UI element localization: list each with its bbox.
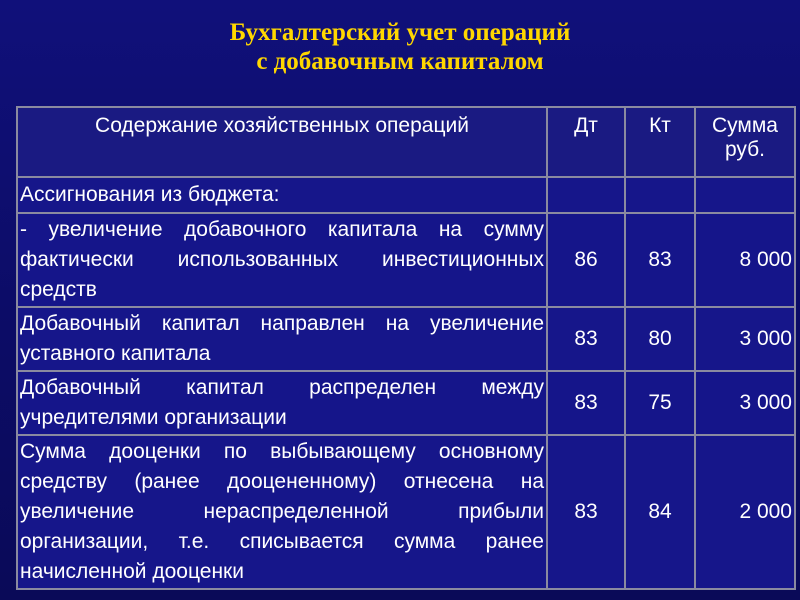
section-label: Ассигнования из бюджета:: [17, 177, 547, 213]
slide-title: [0, 18, 800, 76]
row-amount: 3 000: [695, 307, 795, 371]
row-amount: 8 000: [695, 213, 795, 307]
operations-table: [16, 106, 796, 590]
row-credit: 83: [625, 213, 695, 307]
row-description: - увеличение добавочного капитала на сумму фактически использованных инвестиционных средств: [17, 213, 547, 307]
row-debit: 83: [547, 435, 625, 589]
header-description: Содержание хозяйственных операций: [17, 107, 547, 177]
row-debit: 83: [547, 307, 625, 371]
section-credit: [625, 177, 695, 213]
table-row: [17, 213, 795, 307]
slide-title-line-1: Бухгалтерский учет операций: [229, 19, 571, 46]
row-credit: 75: [625, 371, 695, 435]
row-description: Добавочный капитал направлен на увеличение уставного капитала: [17, 307, 547, 371]
section-debit: [547, 177, 625, 213]
row-debit: 86: [547, 213, 625, 307]
row-amount: 3 000: [695, 371, 795, 435]
table-row: [17, 307, 795, 371]
table-row: [17, 435, 795, 589]
row-credit: 80: [625, 307, 695, 371]
row-credit: 84: [625, 435, 695, 589]
header-credit: Кт: [625, 107, 695, 177]
row-description: Добавочный капитал распределен между учредителями организации: [17, 371, 547, 435]
header-debit: Дт: [547, 107, 625, 177]
row-amount: 2 000: [695, 435, 795, 589]
slide-title-line-2: с добавочным капиталом: [256, 48, 544, 75]
table-section-row: [17, 177, 795, 213]
header-amount: Сумма руб.: [695, 107, 795, 177]
table-row: [17, 371, 795, 435]
section-amount: [695, 177, 795, 213]
table-header-row: [17, 107, 795, 177]
row-debit: 83: [547, 371, 625, 435]
row-description: Сумма дооценки по выбывающему основному средству (ранее дооцененному) отнесена на увеличение нераспределенной прибыли организации, т.е. списывается сумма ранее начисленной дооценки: [17, 435, 547, 589]
